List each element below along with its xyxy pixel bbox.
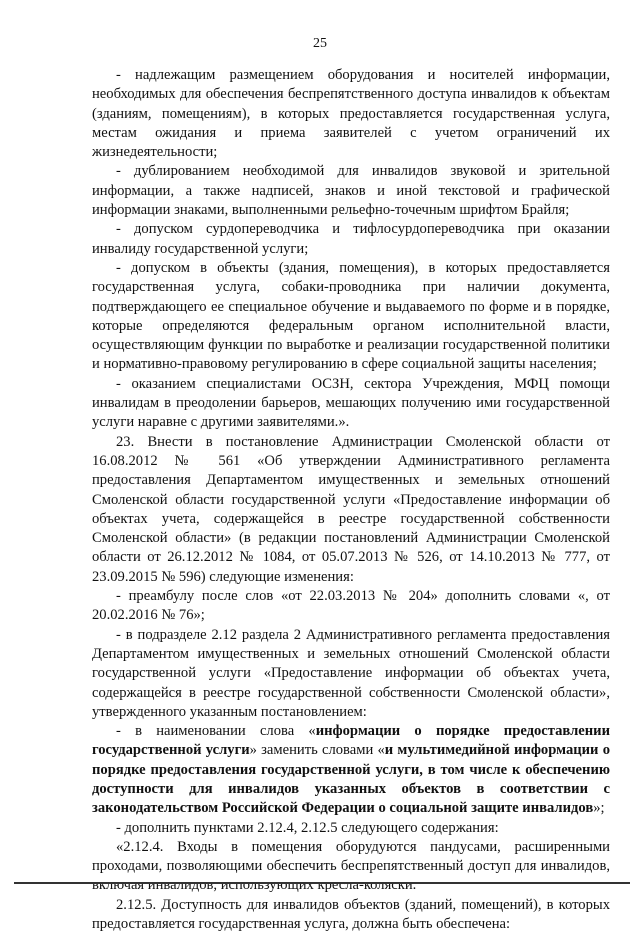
paragraph-2-12-5	[92, 896, 610, 934]
text-run: 23. Внести в постановление Администрации Смоленской области от 16.08.2012 № 561 «Об утверждении Административного регламента предоставления Департаментом имущественных и земельных отношений Смоленской области государственной услуги «Предоставление информации об объектах учета, содержащейся в реестре государственной собственности Смоленской области» (в редакции постановлений Администрации Смоленской области от 26.12.2012 № 1084, от 05.07.2013 № 526, от 14.10.2013 № 777, от 23.09.2015 № 596) следующие изменения:	[92, 433, 610, 585]
bold-text-run: информации о порядке предоставлении государственной услуги	[92, 723, 610, 759]
text-run: - преамбулу после слов «от 22.03.2013 № 204» дополнить словами «, от 20.02.2016 № 76»;	[92, 588, 610, 624]
text-run: » заменить словами «	[249, 742, 385, 759]
bold-text-run: и мультимедийной информации о порядке предоставления государственной услуги, в том числе к обеспечению доступности для инвалидов указанных объектов в соответствии с законодательством Российской Федерации о социальной защите инвалидов	[92, 742, 610, 817]
text-run: - дополнить пунктами 2.12.4, 2.12.5 следующего содержания:	[116, 819, 499, 836]
text-run: - допуском в объекты (здания, помещения), в которых предоставляется государственная услуга, собаки-проводника при наличии документа, подтверждающего ее специальное обучение и выдаваемого по форме и в порядке, которые определяются федеральным органом исполнительной власти, осуществляющим функции по выработке и реализации государственной политики и нормативно-правовому регулированию в сфере социальной защиты населения;	[92, 259, 610, 373]
document-body	[92, 66, 610, 934]
paragraph-equipment-placement	[92, 66, 610, 162]
text-run: - надлежащим размещением оборудования и носителей информации, необходимых для обеспечения беспрепятственного доступа инвалидов к объектам (зданиям, помещениям), в которых предоставляется государственная услуга, местам ожидания и приема заявителей с учетом ограничений их жизнедеятельности;	[92, 67, 610, 161]
paragraph-add-items	[92, 819, 610, 838]
paragraph-braille-duplication	[92, 162, 610, 220]
text-run: - в наименовании слова «	[116, 723, 316, 740]
footer-rule	[14, 882, 630, 884]
paragraph-subsection-2-12	[92, 626, 610, 722]
paragraph-item-23	[92, 433, 610, 587]
paragraph-guide-dog	[92, 259, 610, 375]
paragraph-title-replacement	[92, 722, 610, 818]
paragraph-staff-assistance	[92, 375, 610, 433]
text-run: - допуском сурдопереводчика и тифлосурдопереводчика при оказании инвалиду государственной услуги;	[92, 221, 610, 257]
text-run: - в подразделе 2.12 раздела 2 Административного регламента предоставления Департаментом имущественных и земельных отношений Смоленской области государственной услуги «Предоставление информации об объектах учета, содержащейся в реестре государственной собственности Смоленской области», утвержденного указанным постановлением:	[92, 626, 610, 720]
paragraph-sign-interpreter	[92, 220, 610, 259]
text-run: - оказанием специалистами ОСЗН, сектора Учреждения, МФЦ помощи инвалидам в преодолении барьеров, мешающих получению ими государственной услуги наравне с другими заявителями.».	[92, 375, 610, 431]
paragraph-2-12-4	[92, 838, 610, 896]
paragraph-preamble-amendment	[92, 587, 610, 626]
text-run: - дублированием необходимой для инвалидов звуковой и зрительной информации, а также надписей, знаков и иной текстовой и графической информации знаками, выполненными рельефно-точечным шрифтом Брайля;	[92, 163, 610, 219]
text-run: »;	[593, 800, 605, 817]
text-run: «2.12.4. Входы в помещения оборудуются пандусами, расширенными проходами, позволяющими обеспечить беспрепятственный доступ для инвалидов, включая инвалидов, использующих кресла-коляски.	[92, 838, 610, 894]
text-run: 2.12.5. Доступность для инвалидов объектов (зданий, помещений), в которых предоставляется государственная услуга, должна быть обеспечена:	[92, 896, 610, 933]
page-number: 25	[313, 36, 327, 51]
